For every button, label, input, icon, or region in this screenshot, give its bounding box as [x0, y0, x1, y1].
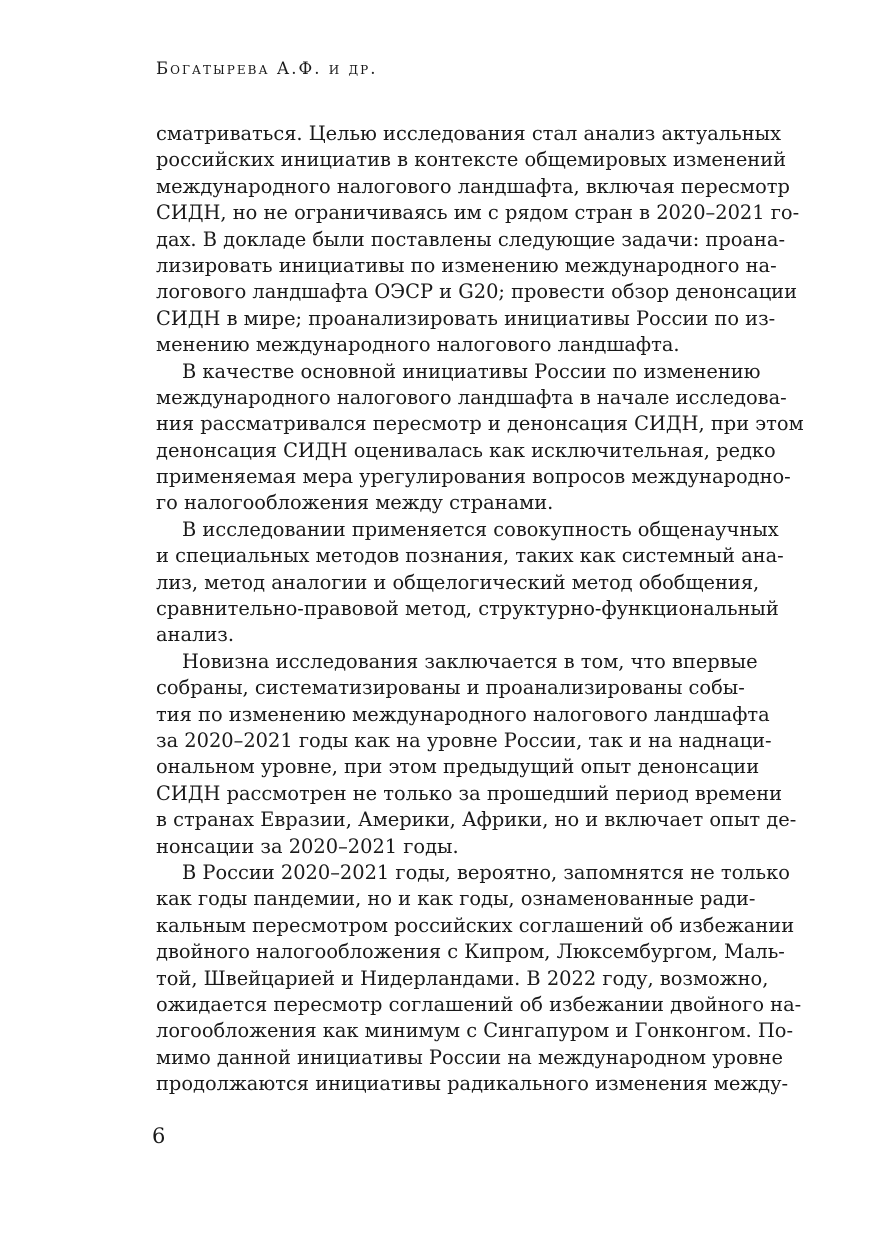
- text-line: применяемая мера урегулирования вопросов международно-: [156, 465, 791, 489]
- text-line: тия по изменению международного налогового ландшафта: [156, 702, 770, 726]
- text-line: российских инициатив в контексте общемировых изменений: [156, 148, 787, 172]
- text-line: дах. В докладе были поставлены следующие задачи: проана-: [156, 227, 786, 251]
- text-line: логообложения как минимум с Сингапуром и Гонконгом. По-: [156, 1019, 793, 1043]
- text-line: ния рассматривался пересмотр и денонсация СИДН, при этом: [156, 412, 804, 436]
- text-line: нонсации за 2020–2021 годы.: [156, 834, 459, 858]
- text-line: В России 2020–2021 годы, вероятно, запомнятся не только: [182, 860, 790, 884]
- text-line: продолжаются инициативы радикального изменения между-: [156, 1072, 789, 1096]
- text-line: СИДН, но не ограничиваясь им с рядом стран в 2020–2021 го-: [156, 201, 800, 225]
- text-line: как годы пандемии, но и как годы, ознаменованные ради-: [156, 887, 756, 911]
- text-line: международного налогового ландшафта, включая пересмотр: [156, 174, 790, 198]
- text-line: сравнительно-правовой метод, структурно-функциональный: [156, 597, 779, 621]
- text-line: мимо данной инициативы России на международном уровне: [156, 1045, 783, 1069]
- paragraph: [156, 649, 797, 860]
- text-line: логового ландшафта ОЭСР и G20; провести обзор денонсации: [156, 280, 798, 304]
- text-line: анализ.: [156, 623, 235, 647]
- text-line: ональном уровне, при этом предыдущий опыт денонсации: [156, 755, 760, 779]
- text-line: и специальных методов познания, таких как системный ана-: [156, 544, 784, 568]
- text-line: Новизна исследования заключается в том, что впервые: [182, 649, 758, 673]
- text-line: ожидается пересмотр соглашений об избежании двойного на-: [156, 992, 802, 1016]
- paragraph: [156, 121, 800, 359]
- text-line: СИДН рассмотрен не только за прошедший период времени: [156, 781, 783, 805]
- text-line: денонсация СИДН оценивалась как исключительная, редко: [156, 438, 776, 462]
- text-line: СИДН в мире; проанализировать инициативы России по из-: [156, 306, 776, 330]
- text-line: той, Швейцарией и Нидерландами. В 2022 году, возможно,: [156, 966, 769, 990]
- text-line: кальным пересмотром российских соглашений об избежании: [156, 913, 795, 937]
- paragraph: [156, 359, 804, 517]
- text-line: международного налогового ландшафта в начале исследова-: [156, 385, 787, 409]
- paragraph: [156, 860, 802, 1098]
- text-line: собраны, систематизированы и проанализированы собы-: [156, 676, 745, 700]
- paragraph: [156, 517, 784, 649]
- text-line: в странах Евразии, Америки, Африки, но и включает опыт де-: [156, 808, 797, 832]
- text-line: менению международного налогового ландшафта.: [156, 333, 680, 357]
- text-line: лиз, метод аналогии и общелогический метод обобщения,: [156, 570, 760, 594]
- text-line: лизировать инициативы по изменению международного на-: [156, 253, 777, 277]
- text-line: го налогообложения между странами.: [156, 491, 554, 515]
- text-line: двойного налогообложения с Кипром, Люксембургом, Маль-: [156, 940, 785, 964]
- page-number: 6: [152, 1124, 166, 1148]
- running-head: Богатырева А.Ф. и др.: [156, 59, 378, 78]
- text-line: В качестве основной инициативы России по изменению: [182, 359, 761, 383]
- text-line: сматриваться. Целью исследования стал анализ актуальных: [156, 122, 782, 145]
- text-line: В исследовании применяется совокупность общенаучных: [182, 517, 779, 541]
- body-text: [156, 121, 804, 1097]
- text-line: за 2020–2021 годы как на уровне России, так и на наднаци-: [156, 728, 772, 752]
